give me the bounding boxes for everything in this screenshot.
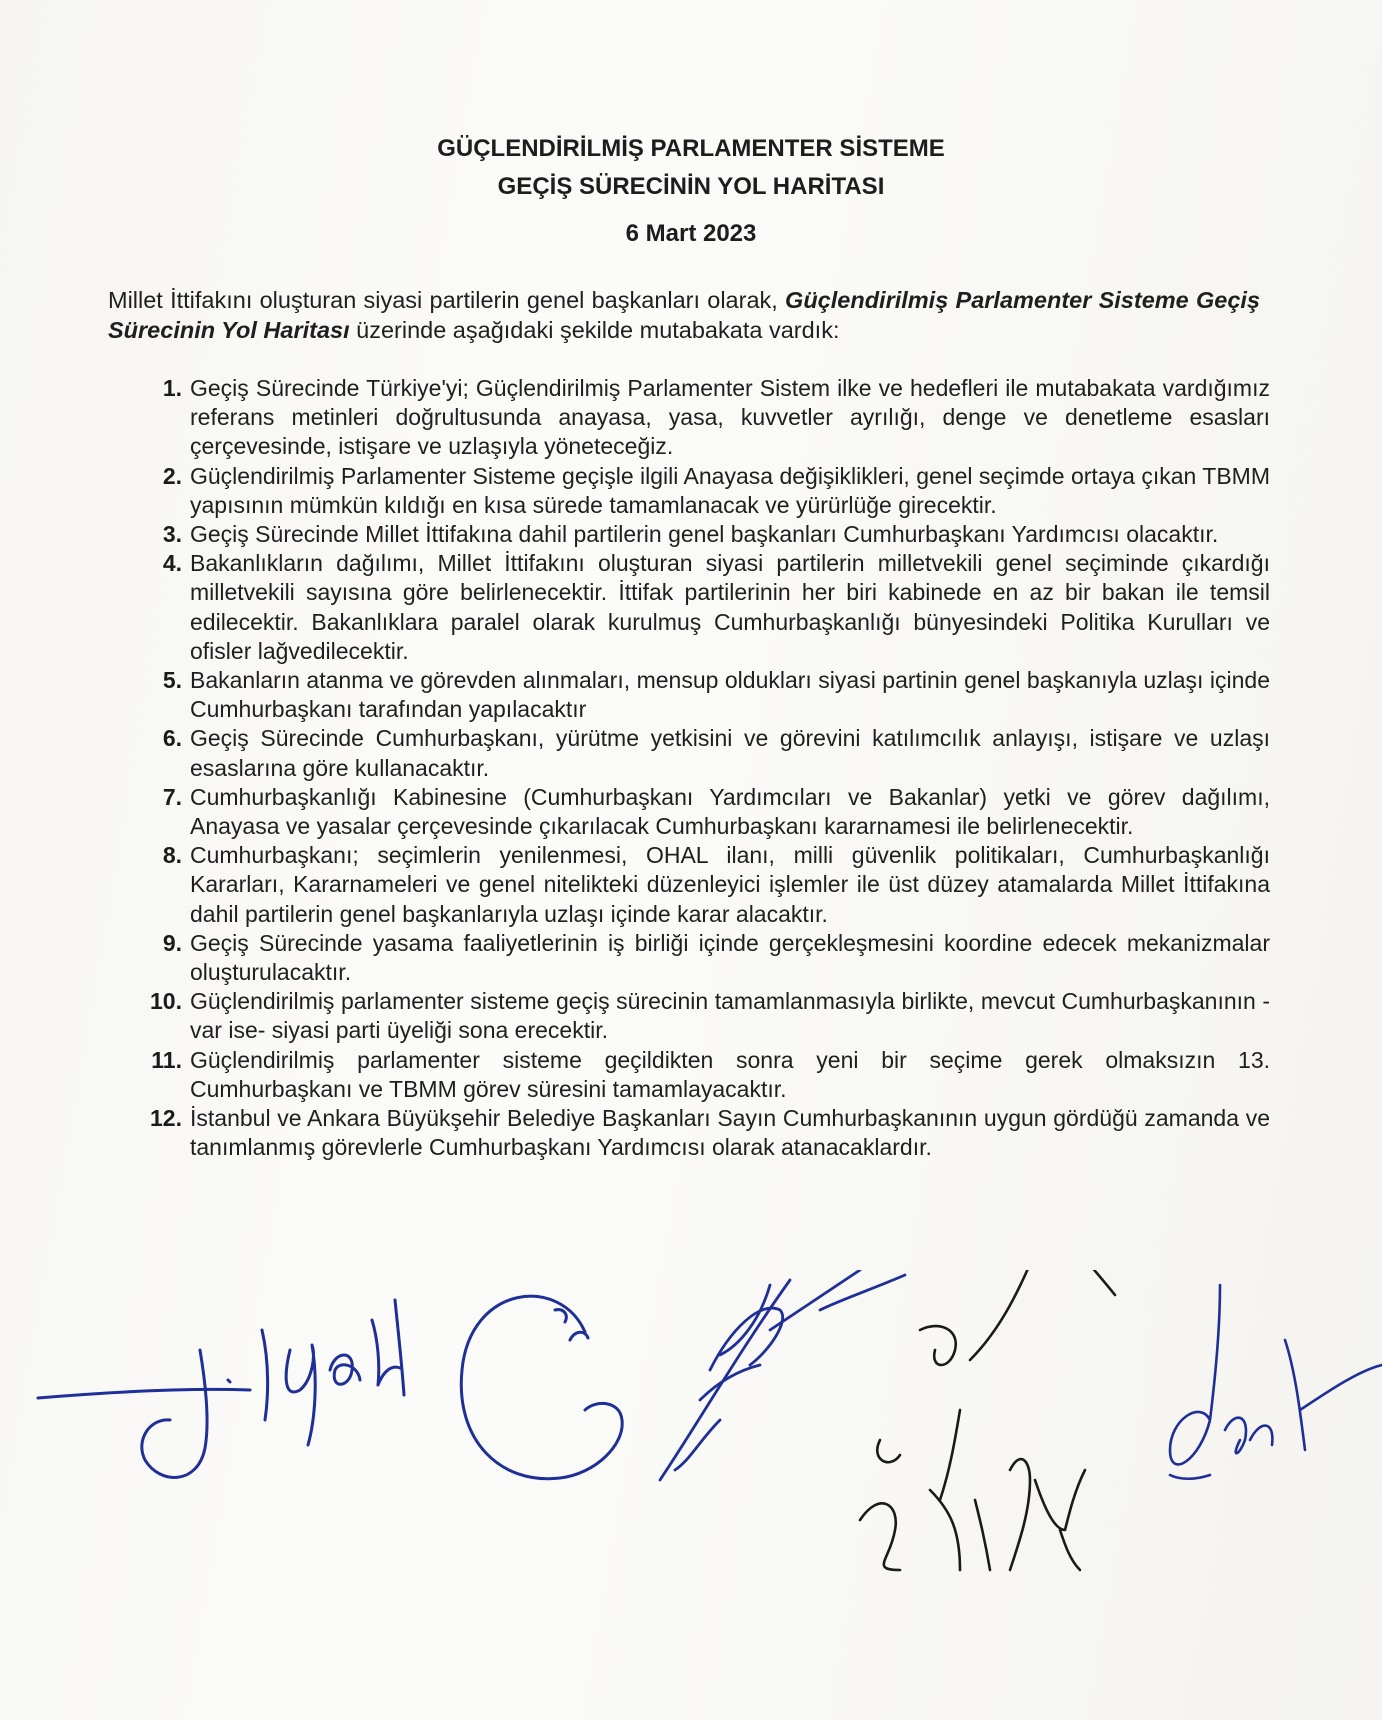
list-item [140,462,1270,520]
item-text: Geçiş Sürecinde Millet İttifakına dahil partilerin genel başkanları Cumhurbaşkanı Yardımcısı olacaktır. [190,521,1219,548]
intro-text-end: üzerinde aşağıdaki şekilde mutabakata vardık: [349,317,840,343]
item-text: Cumhurbaşkanı; seçimlerin yenilenmesi, OHAL ilanı, milli güvenlik politikaları, Cumhurbaşkanlığı Kararları, Kararnameleri ve genel nitelikteki düzenleyici işlemler ile üst düzey atamalarda Millet İttifakına dahil partilerin genel başkanlarıyla uzlaşı içinde karar alacaktır. [190,842,1270,927]
item-text: Geçiş Sürecinde Cumhurbaşkanı, yürütme yetkisini ve görevini katılımcılık anlayışı, istişare ve uzlaşı esaslarına göre kullanacaktır. [190,725,1270,781]
item-number: 5. [162,667,182,694]
item-text: Güçlendirilmiş parlamenter sisteme geçiş sürecinin tamamlanmasıyla birlikte, mevcut Cumhurbaşkanının -var ise- siyasi parti üyeliği sona erecektir. [190,988,1270,1044]
item-text: Güçlendirilmiş parlamenter sisteme geçildikten sonra yeni bir seçime gerek olmaksızın 13. Cumhurbaşkanı ve TBMM görev süresini tamamlayacaktır. [190,1046,1270,1102]
title-line-2: GEÇİŞ SÜRECİNİN YOL HARİTASI [497,173,885,200]
signature-1 [38,1300,404,1477]
list-item [140,929,1270,987]
item-text: Geçiş Sürecinde yasama faaliyetlerinin iş birliği içinde gerçekleşmesini koordine edecek mekanizmalar oluşturulacaktır. [190,929,1270,986]
list-item [140,549,1270,666]
list-item [140,666,1270,724]
item-number: 12. [150,1105,182,1132]
document-header [0,130,1382,248]
signature-2 [461,1296,622,1478]
intro-bold-title: Güçlendirilmiş Parlamenter Sisteme Geçiş Sürecinin Yol Haritası [108,287,1260,343]
list-item [140,783,1270,841]
signatures-area [0,1270,1382,1720]
item-number: 3. [162,521,182,548]
document-date: 6 Mart 2023 [625,220,757,247]
signature-5 [1170,1285,1382,1479]
list-item [140,520,1270,549]
item-number: 7. [162,783,182,810]
signature-4 [860,1270,1115,1570]
item-number: 11. [151,1046,182,1073]
list-item [140,1104,1270,1162]
item-text: Cumhurbaşkanlığı Kabinesine (Cumhurbaşkanı Yardımcıları ve Bakanlar) yetki ve görev dağılımı, Anayasa ve yasalar çerçevesinde çıkarılacak Cumhurbaşkanı kararnamesi ile belirlenecektir. [190,783,1270,840]
list-item [140,841,1270,929]
intro-paragraph [108,285,1260,345]
list-item [140,374,1270,462]
signature-3 [660,1270,905,1480]
item-number: 10. [150,988,182,1015]
item-number: 2. [162,462,182,489]
agreement-list [140,374,1270,1162]
item-text: Bakanların atanma ve görevden alınmaları, mensup oldukları siyasi partinin genel başkanıyla uzlaşı içinde Cumhurbaşkanı tarafından yapılacaktır [190,667,1270,723]
intro-text-start: Millet İttifakını oluşturan siyasi partilerin genel başkanları olarak, [108,287,786,313]
item-number: 4. [162,550,182,577]
item-number: 6. [162,725,182,752]
item-text: Geçiş Sürecinde Türkiye'yi; Güçlendirilmiş Parlamenter Sistem ilke ve hedefleri ile mutabakata vardığımız referans metinleri doğrultusunda anayasa, yasa, kuvvetler ayrılığı, denge ve denetleme esasları çerçevesinde, istişare ve uzlaşıyla yöneteceğiz. [190,375,1270,460]
item-number: 8. [162,842,182,869]
title-line-1: GÜÇLENDİRİLMİŞ PARLAMENTER SİSTEME [437,135,945,162]
item-text: Bakanlıkların dağılımı, Millet İttifakını oluşturan siyasi partilerin milletvekili genel seçiminde çıkardığı milletvekili sayısına göre belirlenecektir. İttifak partilerinin her biri kabinede en az bir bakan ile temsil edilecektir. Bakanlıklara paralel olarak kurulmuş Cumhurbaşkanlığı bünyesindeki Politika Kurulları ve ofisler lağvedilecektir. [190,550,1270,664]
item-number: 1. [162,375,182,401]
item-text: İstanbul ve Ankara Büyükşehir Belediye Başkanları Sayın Cumhurbaşkanının uygun gördüğü zamanda ve tanımlanmış görevlerle Cumhurbaşkanı Yardımcısı olarak atanacaklardır. [190,1105,1270,1161]
list-item [140,987,1270,1045]
list-item [140,724,1270,782]
list-item [140,1046,1270,1104]
item-text: Güçlendirilmiş Parlamenter Sisteme geçişle ilgili Anayasa değişiklikleri, genel seçimde ortaya çıkan TBMM yapısının mümkün kıldığı en kısa sürede tamamlanacak ve yürürlüğe girecektir. [190,462,1270,518]
item-number: 9. [162,929,182,956]
